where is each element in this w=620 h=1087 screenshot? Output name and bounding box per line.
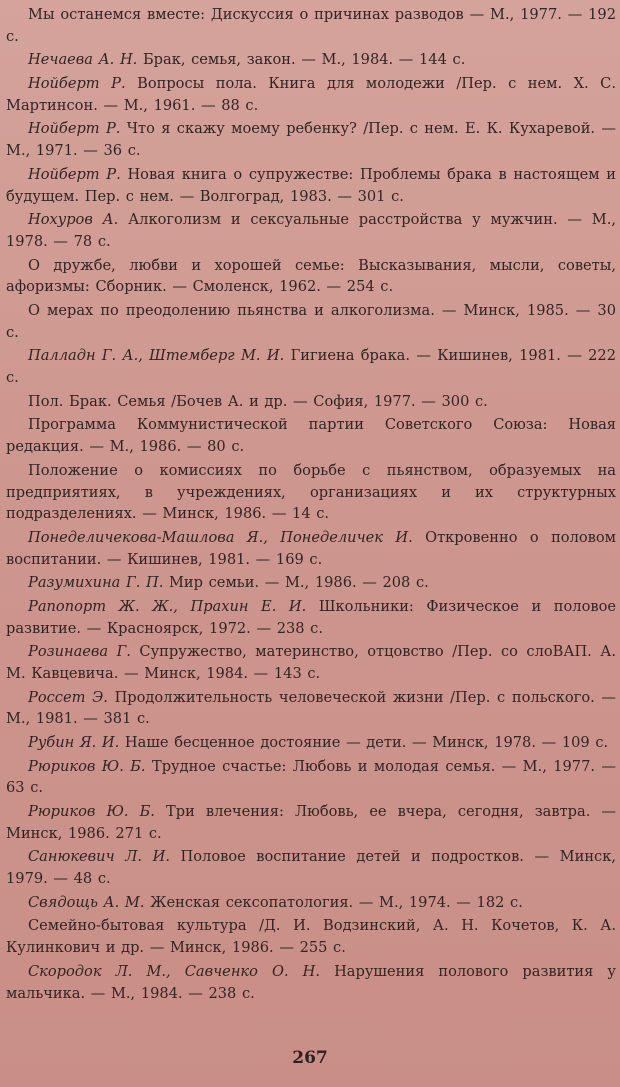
- bibliography-entry: [0, 118, 620, 162]
- bibliography-entry: [0, 892, 620, 914]
- entry-text: Наше бесценное достояние — дети. — Минск, 1978. — 109 с.: [119, 734, 609, 752]
- entry-author: Санюкевич Л. И.: [28, 848, 170, 866]
- entry-author: Палладн Г. А., Штемберг М. И.: [28, 347, 285, 365]
- bibliography-entry: [0, 460, 620, 525]
- bibliography-entry: [0, 391, 620, 413]
- bibliography-entry: [0, 756, 620, 800]
- bibliography-entry: [0, 596, 620, 640]
- entry-text: Половое воспитание детей и подростков. — Минск, 1979. — 48 с.: [6, 848, 616, 888]
- bibliography-entry: [0, 527, 620, 571]
- entry-author: Свядощь А. М.: [28, 893, 145, 911]
- entry-author: Понеделичекова-Машлова Я., Понеделичек И.: [28, 528, 413, 546]
- entry-text: Семейно-бытовая культура /Д. И. Водзинский, А. Н. Кочетов, К. А. Кулинкович и др. — Минск, 1986. — 255 с.: [6, 917, 616, 957]
- entry-author: Разумихина Г. П.: [28, 574, 164, 592]
- bibliography-entry: [0, 801, 620, 845]
- bibliography-entry: [0, 641, 620, 685]
- entry-text: Программа Коммунистической партии Советского Союза: Новая редакция. — М., 1986. — 80 с.: [6, 416, 616, 456]
- bibliography-entry: [0, 846, 620, 890]
- entry-text: Новая книга о супружестве: Проблемы брака в настоящем и будущем. Пер. с нем. — Волгоград, 1983. — 301 с.: [6, 165, 617, 205]
- page-number: 267: [292, 1048, 328, 1068]
- entry-author: Розинаева Г.: [28, 643, 131, 661]
- bibliography-entry: [0, 572, 620, 594]
- entry-author: Нойберт Р.: [28, 74, 126, 92]
- entry-author: Нохуров А.: [28, 211, 119, 229]
- bibliography-entry: [0, 345, 620, 389]
- entry-text: Вопросы пола. Книга для молодежи /Пер. с нем. Х. С. Мартинсон. — М., 1961. — 88 с.: [6, 74, 616, 114]
- entry-text: Пол. Брак. Семья /Бочев А. и др. — София, 1977. — 300 с.: [28, 392, 488, 410]
- entry-text: Мы останемся вместе: Дискуссия о причинах разводов — М., 1977. — 192 с.: [6, 6, 616, 45]
- entry-author: Нойберт Р.: [28, 120, 121, 138]
- entry-author: Рюриков Ю. Б.: [28, 803, 155, 821]
- bibliography-entry: [0, 209, 620, 253]
- entry-text: Нарушения полового развития у мальчика. — М., 1984. — 238 с.: [6, 962, 616, 1002]
- bibliography-entry: [0, 961, 620, 1005]
- entry-author: Нойберт Р.: [28, 165, 121, 183]
- bibliography-list: [0, 4, 620, 1006]
- entry-author: Рапопорт Ж. Ж., Прахин Е. И.: [28, 597, 307, 615]
- bibliography-entry: [0, 915, 620, 959]
- entry-text: О мерах по преодолению пьянства и алкоголизма. — Минск, 1985. — 30 с.: [6, 301, 616, 341]
- bibliography-entry: [0, 414, 620, 458]
- entry-text: Откровенно о половом воспитании. — Кишинев, 1981. — 169 с.: [6, 528, 616, 568]
- entry-text: Мир семьи. — М., 1986. — 208 с.: [163, 574, 429, 592]
- entry-text: О дружбе, любви и хорошей семье: Высказывания, мысли, советы, афоризмы: Сборник. — Смоленск, 1962. — 254 с.: [6, 256, 616, 296]
- entry-author: Рюриков Ю. Б.: [28, 757, 146, 775]
- entry-text: Женская сексопатология. — М., 1974. — 182 с.: [144, 893, 523, 911]
- entry-text: Что я скажу моему ребенку? /Пер. с нем. Е. К. Кухаревой. — М., 1971. — 36 с.: [6, 120, 616, 160]
- bibliography-entry: [0, 255, 620, 299]
- entry-text: Гигиена брака. — Кишинев, 1981. — 222 с.: [6, 347, 616, 387]
- bibliography-entry: [0, 300, 620, 344]
- entry-text: Положение о комиссиях по борьбе с пьянством, образуемых на предприятиях, в учреждениях, организациях и их структурных подразделениях. — Минск, 1986. — 14 с.: [6, 461, 616, 523]
- entry-text: Алкоголизм и сексуальные расстройства у мужчин. — М., 1978. — 78 с.: [6, 211, 616, 250]
- bibliography-entry: [0, 4, 620, 48]
- entry-text: Продолжительность человеческой жизни /Пер. с польского. — М., 1981. — 381 с.: [6, 688, 616, 728]
- bibliography-entry: [0, 164, 620, 208]
- entry-author: Рубин Я. И.: [28, 734, 120, 752]
- entry-author: Скородок Л. М., Савченко О. Н.: [28, 962, 321, 980]
- bibliography-entry: [0, 687, 620, 731]
- entry-text: Школьники: Физическое и половое развитие. — Красноярск, 1972. — 238 с.: [6, 597, 616, 637]
- entry-text: Супружество, материнство, отцовство /Пер. со слоВАП. А. М. Кавцевича. — Минск, 1984. — 143 с.: [6, 643, 616, 683]
- bibliography-entry: [0, 73, 620, 117]
- entry-text: Брак, семья, закон. — М., 1984. — 144 с.: [137, 51, 466, 69]
- entry-author: Россет Э.: [28, 688, 108, 706]
- bibliography-entry: [0, 49, 620, 71]
- entry-author: Нечаева А. Н.: [28, 51, 138, 69]
- bibliography-entry: [0, 732, 620, 754]
- entry-text: Три влечения: Любовь, ее вчера, сегодня, завтра. — Минск, 1986. 271 с.: [6, 803, 616, 842]
- entry-text: Трудное счастье: Любовь и молодая семья. — М., 1977. — 63 с.: [6, 757, 616, 797]
